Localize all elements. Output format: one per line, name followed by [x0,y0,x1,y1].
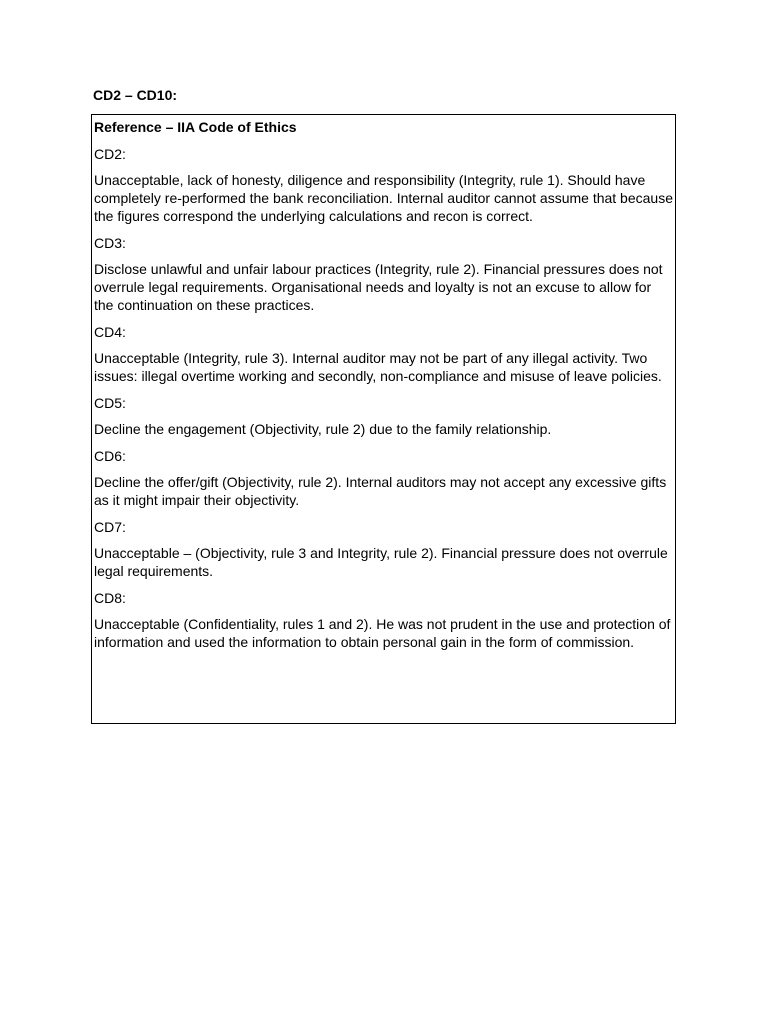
section-label: CD4: [94,324,126,340]
section-label: CD5: [94,395,126,411]
section-label: CD6: [94,448,126,464]
ethics-reference-box [91,114,676,724]
section-cd5 [94,394,673,438]
section-text: Unacceptable, lack of honesty, diligence and responsibility (Integrity, rule 1). Should have completely re-performed the bank reconciliation. Internal auditor cannot assume that because the figures correspond the underlying calculations and recon is correct. [94,172,673,224]
section-text: Decline the engagement (Objectivity, rule 2) due to the family relationship. [94,421,552,437]
box-title: Reference – IIA Code of Ethics [94,119,297,135]
section-label: CD2: [94,146,126,162]
section-cd4 [94,323,673,385]
section-label: CD8: [94,590,126,606]
section-label: CD7: [94,519,126,535]
section-text: Unacceptable (Confidentiality, rules 1 and 2). He was not prudent in the use and protection of information and used the information to obtain personal gain in the form of commission. [94,616,671,650]
section-text: Unacceptable – (Objectivity, rule 3 and Integrity, rule 2). Financial pressure does not overrule legal requirements. [94,545,668,579]
section-cd8 [94,589,673,651]
section-cd6 [94,447,673,509]
section-text: Disclose unlawful and unfair labour practices (Integrity, rule 2). Financial pressures does not overrule legal requirements. Organisational needs and loyalty is not an excuse to allow for the continuation on these practices. [94,261,663,313]
section-text: Decline the offer/gift (Objectivity, rule 2). Internal auditors may not accept any excessive gifts as it might impair their objectivity. [94,474,667,508]
page-heading: CD2 – CD10: [93,87,178,103]
section-cd2 [94,145,673,225]
section-label: CD3: [94,235,126,251]
section-text: Unacceptable (Integrity, rule 3). Internal auditor may not be part of any illegal activity. Two issues: illegal overtime working and secondly, non-compliance and misuse of leave policies. [94,350,662,384]
section-cd7 [94,518,673,580]
section-cd3 [94,234,673,314]
